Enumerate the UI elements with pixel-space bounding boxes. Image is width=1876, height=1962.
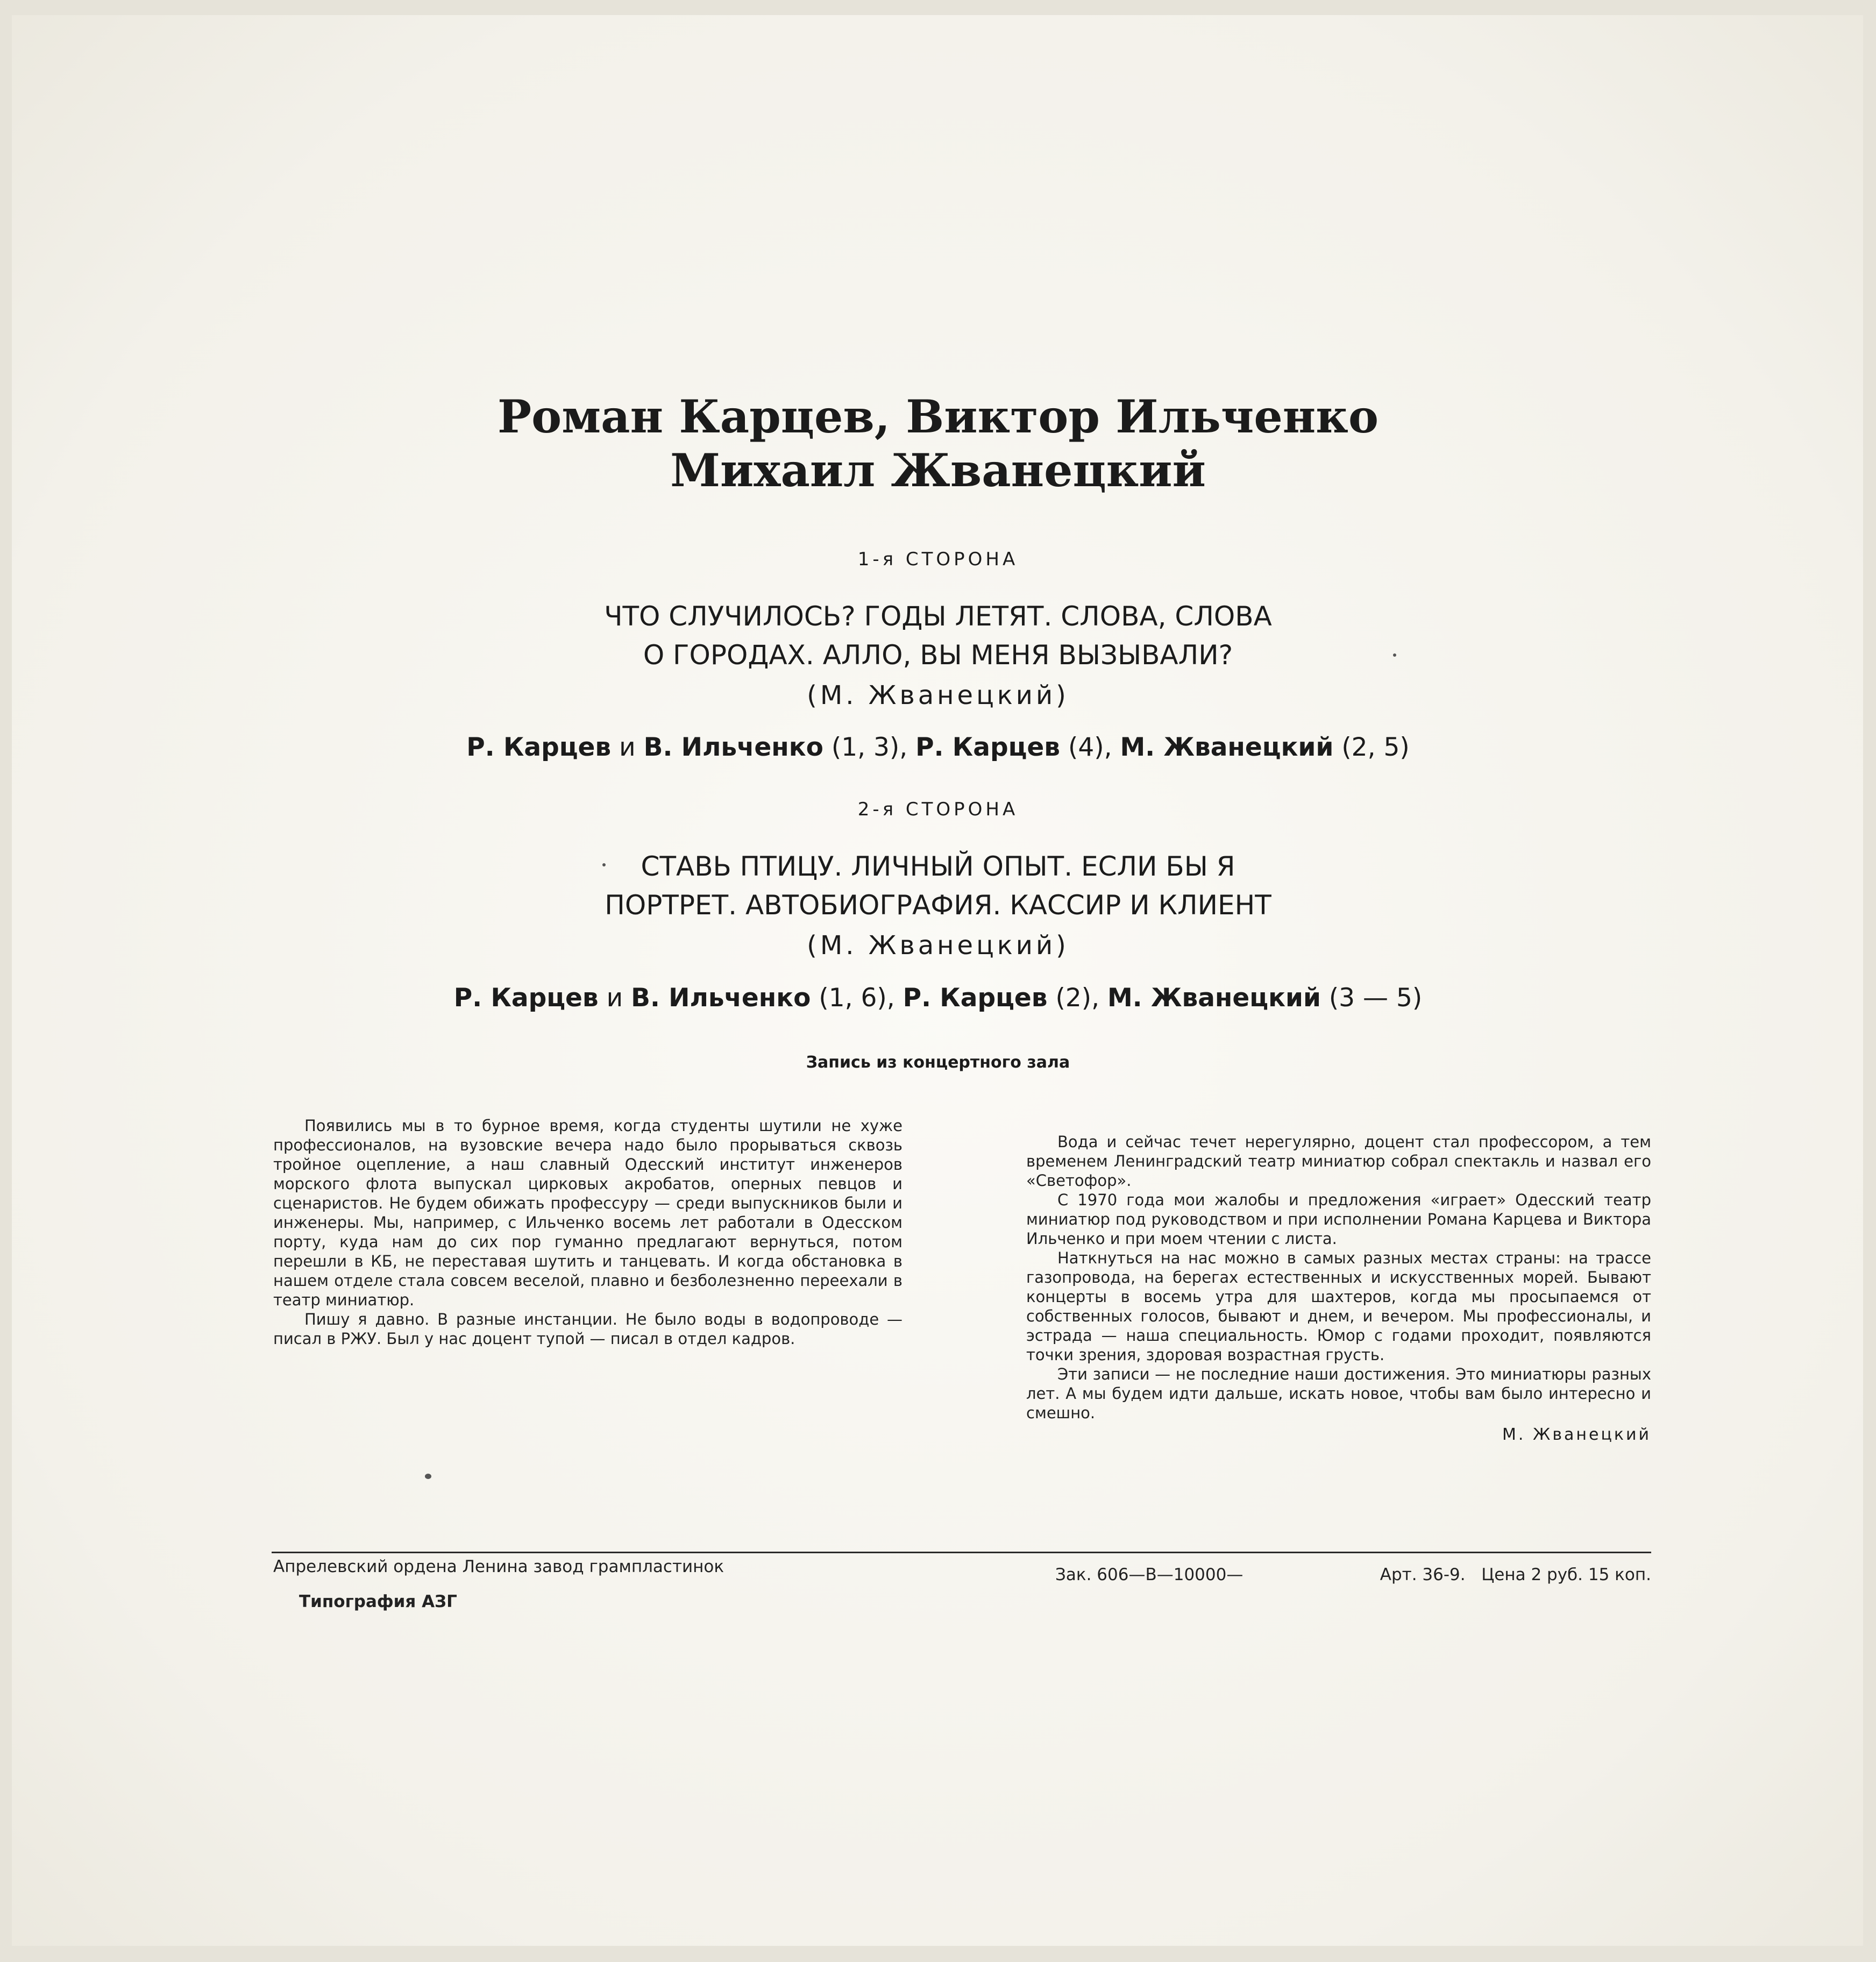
side2-author: (М. Жванецкий) (807, 930, 1069, 961)
artists-title (0, 390, 1876, 497)
performer-zhvanetsky: М. Жванецкий (1120, 733, 1334, 762)
performers-and: и (611, 733, 644, 762)
side1-label: 1-я СТОРОНА (857, 549, 1019, 570)
liner-notes-left-column (273, 1116, 903, 1348)
performer-zhvanetsky: М. Жванецкий (1107, 983, 1321, 1013)
printing-house: Типография АЗГ (299, 1592, 457, 1611)
liner-paragraph: Вода и сейчас течет нерегулярно, доцент стал профессором, а тем временем Ленинградский театр миниатюр собрал спектакль и назвал его «Светофор». (1026, 1133, 1651, 1190)
performer-kartsev: Р. Карцев (915, 733, 1061, 762)
liner-paragraph: Эти записи — не последние наши достижения. Это миниатюры разных лет. А мы будем идти дальше, искать новое, чтобы вам было интересно и смешно. (1026, 1365, 1651, 1422)
recording-note: Запись из концертного зала (806, 1053, 1070, 1072)
plant-name: Апрелевский ордена Ленина завод грампластинок (273, 1557, 724, 1576)
side1-tracks-line-1: ЧТО СЛУЧИЛОСЬ? ГОДЫ ЛЕТЯТ. СЛОВА, СЛОВА (604, 601, 1272, 632)
liner-notes-right-column (1026, 1132, 1651, 1423)
performers-and: и (598, 983, 631, 1013)
track-numbers: (3 — 5) (1320, 983, 1423, 1013)
liner-paragraph: С 1970 года мои жалобы и предложения «играет» Одесский театр миниатюр под руководством и при исполнении Романа Карцева и Виктора Ильченко и при моем чтении с листа. (1026, 1191, 1651, 1248)
side1-tracks-line-2: О ГОРОДАХ. АЛЛО, ВЫ МЕНЯ ВЫЗЫВАЛИ? (643, 639, 1233, 671)
paper-speck (602, 863, 606, 866)
performer-ilchenko: В. Ильченко (643, 733, 823, 762)
article-price: Арт. 36-9. Цена 2 руб. 15 коп. (1380, 1565, 1651, 1584)
order-number: Зак. 606—В—10000— (1055, 1565, 1243, 1584)
track-numbers: (1, 3), (823, 733, 916, 762)
title-line-1: Роман Карцев, Виктор Ильченко (498, 390, 1378, 443)
side2-label: 2-я СТОРОНА (857, 799, 1019, 820)
paper-edge-left (0, 0, 12, 1962)
track-numbers: (1, 6), (811, 983, 903, 1013)
paper-edge-bottom (0, 1946, 1876, 1962)
side2-performers (0, 983, 1876, 1013)
side2-tracks-line-1: СТАВЬ ПТИЦУ. ЛИЧНЫЙ ОПЫТ. ЕСЛИ БЫ Я (641, 851, 1235, 882)
footer-divider (272, 1552, 1651, 1553)
performer-kartsev: Р. Карцев (453, 983, 599, 1013)
track-numbers: (2, 5) (1333, 733, 1410, 762)
paper-edge-right (1863, 0, 1876, 1962)
title-line-2: Михаил Жванецкий (670, 444, 1206, 497)
author-signature: М. Жванецкий (1502, 1425, 1651, 1444)
side1-performers (0, 733, 1876, 762)
side1-author: (М. Жванецкий) (807, 680, 1069, 710)
paper-speck (1393, 653, 1396, 657)
liner-paragraph: Появились мы в то бурное время, когда студенты шутили не хуже профессионалов, на вузовские вечера надо было прорываться сквозь тройное оцепление, а наш славный Одесский институт инженеров морского флота выпускал цирковых акробатов, оперных певцов и сценаристов. Не будем обижать профессуру — среди выпускников были и инженеры. Мы, например, с Ильченко восемь лет работали в Одесском порту, куда нам до сих пор гуманно предлагают вернуться, потом перешли в КБ, не переставая шутить и танцевать. И когда обстановка в нашем отделе стала совсем веселой, плавно и безболезненно переехали в театр миниатюр. (273, 1117, 903, 1309)
performer-kartsev: Р. Карцев (466, 733, 612, 762)
liner-paragraph: Пишу я давно. В разные инстанции. Не было воды в водопроводе — писал в РЖУ. Был у нас доцент тупой — писал в отдел кадров. (273, 1310, 903, 1348)
side2-tracks-line-2: ПОРТРЕТ. АВТОБИОГРАФИЯ. КАССИР И КЛИЕНТ (605, 890, 1271, 921)
paper-edge-top (0, 0, 1876, 15)
paper-speck (425, 1474, 431, 1479)
liner-paragraph: Наткнуться на нас можно в самых разных местах страны: на трассе газопровода, на берегах естественных и искусственных морей. Бывают концерты в восемь утра для шахтеров, когда мы просыпаемся от собственных голосов, бывают и днем, и вечером. Мы профессионалы, и эстрада — наша специальность. Юмор с годами проходит, появляются точки зрения, здоровая возрастная грусть. (1026, 1249, 1651, 1364)
track-numbers: (4), (1060, 733, 1120, 762)
performer-ilchenko: В. Ильченко (631, 983, 811, 1013)
track-numbers: (2), (1047, 983, 1107, 1013)
performer-kartsev: Р. Карцев (903, 983, 1048, 1013)
